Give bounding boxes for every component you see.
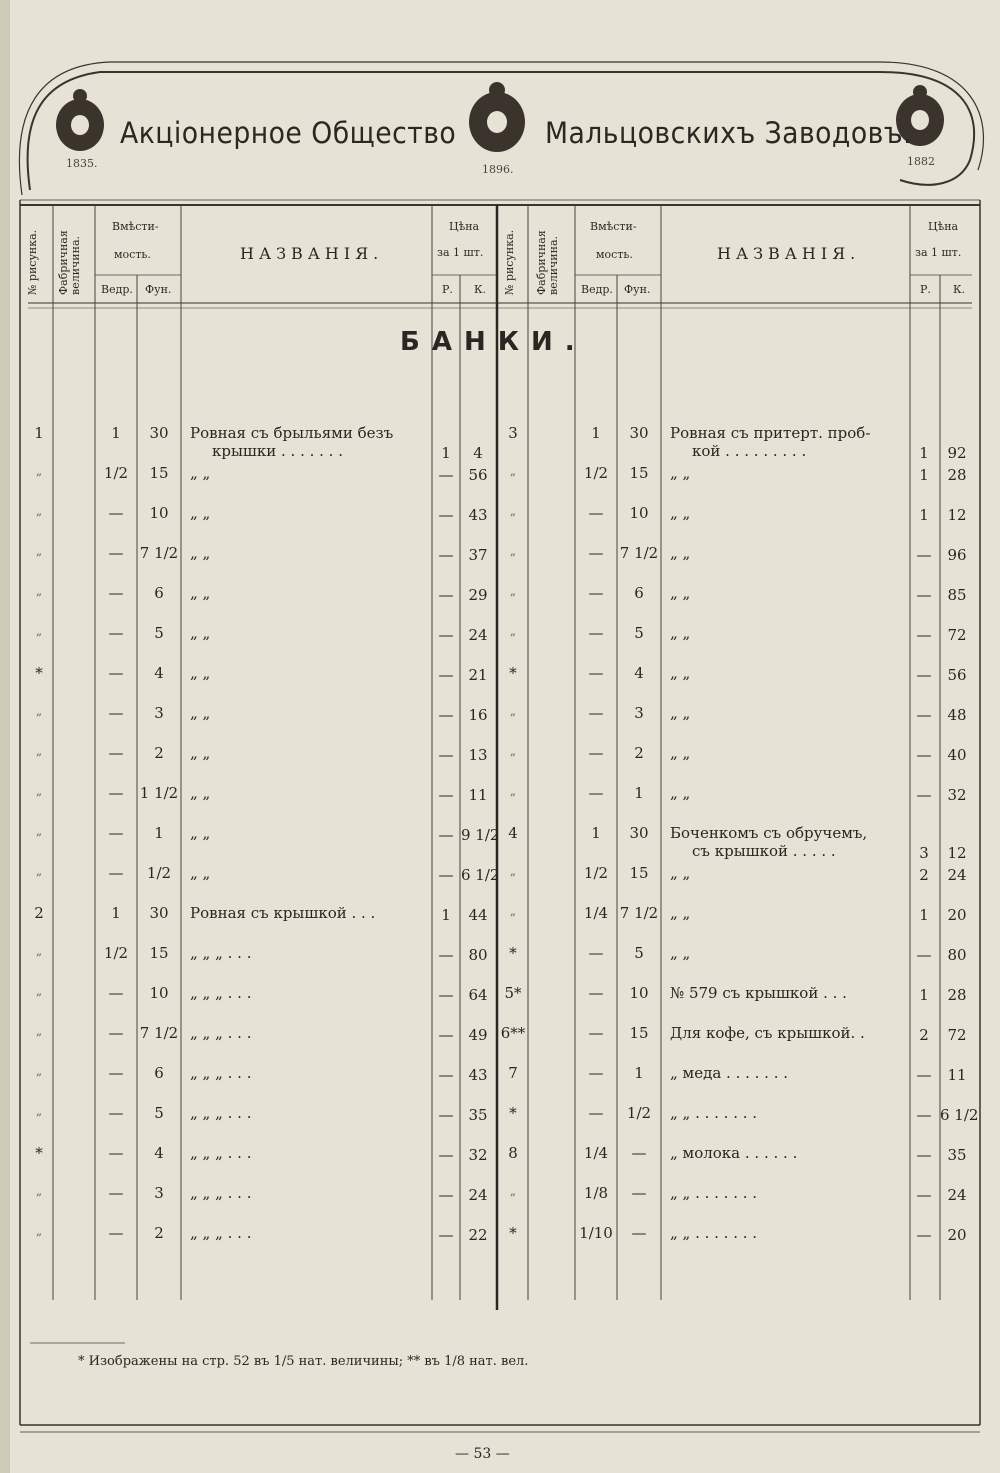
row-name: „ „ <box>670 504 691 522</box>
row-fig-no: 8 <box>508 1144 518 1162</box>
row-name: „ „ <box>190 824 211 842</box>
row-price-rub: — <box>438 986 454 1004</box>
row-bucket: 1/8 <box>583 1184 609 1202</box>
row-name: „ „ <box>670 904 691 922</box>
row-fig-no: „ <box>35 944 43 958</box>
row-price-rub: 1 <box>441 906 451 924</box>
row-name: „ „ . . . . . . . <box>670 1184 758 1202</box>
row-price-kop: 28 <box>947 466 967 484</box>
row-bucket: — <box>108 784 124 802</box>
row-bucket: 1 <box>591 424 601 442</box>
row-price-rub: 1 <box>919 906 929 924</box>
row-price-kop: 37 <box>468 546 488 564</box>
row-name: „ меда . . . . . . . <box>670 1064 789 1082</box>
col-capacity-2: мость. <box>114 248 151 261</box>
row-price-rub: — <box>438 666 454 684</box>
row-fig-no: * <box>35 664 43 682</box>
row-name: „ „ <box>190 704 211 722</box>
row-fig-no: „ <box>35 544 43 558</box>
col-capacity-right: Вмѣсти- <box>590 220 637 233</box>
row-pound: 1 1/2 <box>139 784 179 802</box>
row-fig-no: * <box>509 944 517 962</box>
row-price-rub: 1 <box>441 444 451 462</box>
page-number: — 53 — <box>455 1446 510 1462</box>
row-price-kop: 56 <box>468 466 488 484</box>
row-fig-no: „ <box>509 704 517 718</box>
row-price-kop: 64 <box>468 986 488 1004</box>
row-fig-no: 6** <box>500 1024 526 1042</box>
col-kop-right: К. <box>953 283 966 296</box>
row-fig-no: * <box>35 1144 43 1162</box>
row-bucket: — <box>108 584 124 602</box>
row-fig-no: „ <box>509 744 517 758</box>
row-pound: 30 <box>149 904 169 922</box>
row-pound: 1 <box>154 824 164 842</box>
row-price-kop: 16 <box>468 706 488 724</box>
row-name: „ „ <box>670 664 691 682</box>
company-title-right: Мальцовскихъ Заводовъ. <box>545 116 913 150</box>
row-price-rub: — <box>916 1106 932 1124</box>
row-fig-no: 5* <box>504 984 522 1002</box>
row-bucket: — <box>108 1024 124 1042</box>
year-center: 1896. <box>482 163 514 176</box>
row-pound: 4 <box>154 664 164 682</box>
row-fig-no: „ <box>35 584 43 598</box>
row-bucket: — <box>588 944 604 962</box>
row-price-kop: 12 <box>947 506 967 524</box>
row-price-kop: 22 <box>468 1226 488 1244</box>
row-name: „ „ . . . . . . . <box>670 1104 758 1122</box>
row-price-kop: 9 1/2 <box>461 826 500 844</box>
row-name: „ „ „ . . . <box>190 1064 252 1082</box>
row-price-kop: 96 <box>947 546 967 564</box>
row-name: „ „ „ . . . <box>190 984 252 1002</box>
row-fig-no: 2 <box>34 904 44 922</box>
row-pound: 7 1/2 <box>139 1024 179 1042</box>
row-fig-no: „ <box>509 544 517 558</box>
row-name: „ молока . . . . . . <box>670 1144 798 1162</box>
row-bucket: — <box>108 544 124 562</box>
row-price-kop: 72 <box>947 1026 967 1044</box>
row-price-rub: — <box>916 626 932 644</box>
row-name: „ „ „ . . . <box>190 944 252 962</box>
row-bucket: — <box>108 624 124 642</box>
row-fig-no: 4 <box>508 824 518 842</box>
row-name: „ „ „ . . . <box>190 1224 252 1242</box>
row-pound: 10 <box>149 984 169 1002</box>
row-bucket: — <box>108 1104 124 1122</box>
row-pound: 2 <box>634 744 644 762</box>
row-pound: 4 <box>634 664 644 682</box>
row-pound: 10 <box>629 504 649 522</box>
row-price-rub: — <box>438 466 454 484</box>
row-price-kop: 92 <box>947 444 967 462</box>
row-price-rub: — <box>438 1226 454 1244</box>
row-bucket: — <box>108 1184 124 1202</box>
row-fig-no: „ <box>35 504 43 518</box>
row-pound: 7 1/2 <box>139 544 179 562</box>
row-pound: 7 1/2 <box>619 544 659 562</box>
row-fig-no: „ <box>509 624 517 638</box>
row-pound: 15 <box>629 464 649 482</box>
col-price-2: за 1 шт. <box>437 246 484 259</box>
row-price-kop: 35 <box>947 1146 967 1164</box>
row-pound: 30 <box>629 824 649 842</box>
row-price-rub: 2 <box>919 866 929 884</box>
row-price-rub: 3 <box>919 844 929 862</box>
row-pound: 1 <box>634 784 644 802</box>
row-fig-no: 1 <box>34 424 44 442</box>
row-pound: 1/2 <box>626 1104 652 1122</box>
section-title: БАНКИ. <box>400 327 587 357</box>
row-fig-no: „ <box>509 904 517 918</box>
col-fig-no-right: № рисунка. <box>503 229 516 295</box>
row-pound: 10 <box>629 984 649 1002</box>
row-price-kop: 49 <box>468 1026 488 1044</box>
row-name: „ „ <box>670 704 691 722</box>
row-name-cont: кой . . . . . . . . . <box>692 442 807 460</box>
year-left: 1835. <box>66 157 98 170</box>
col-capacity: Вмѣсти- <box>112 220 159 233</box>
row-price-rub: — <box>916 1066 932 1084</box>
row-pound: 5 <box>154 1104 164 1122</box>
row-fig-no: „ <box>35 1104 43 1118</box>
row-name: „ „ <box>190 664 211 682</box>
row-bucket: — <box>588 744 604 762</box>
col-names: НАЗВАНIЯ. <box>240 244 384 263</box>
col-price-2-right: за 1 шт. <box>915 246 962 259</box>
footnote: * Изображены на стр. 52 въ 1/5 нат. величины; ** въ 1/8 нат. вел. <box>78 1354 529 1369</box>
row-pound: — <box>631 1144 647 1162</box>
row-price-kop: 56 <box>947 666 967 684</box>
row-bucket: — <box>588 784 604 802</box>
row-price-rub: — <box>438 866 454 884</box>
col-fig-no: № рисунка. <box>26 229 39 295</box>
row-price-rub: — <box>916 1226 932 1244</box>
row-bucket: — <box>588 1104 604 1122</box>
row-name: „ „ <box>190 584 211 602</box>
row-bucket: — <box>588 1064 604 1082</box>
row-bucket: — <box>588 664 604 682</box>
row-name: „ „ <box>190 784 211 802</box>
row-pound: 15 <box>149 464 169 482</box>
row-bucket: — <box>108 1064 124 1082</box>
row-price-rub: — <box>438 546 454 564</box>
row-fig-no: „ <box>509 1184 517 1198</box>
row-pound: 10 <box>149 504 169 522</box>
row-pound: — <box>631 1224 647 1242</box>
row-price-kop: 24 <box>947 1186 967 1204</box>
row-name: „ „ <box>670 744 691 762</box>
row-pound: 5 <box>634 624 644 642</box>
row-fig-no: „ <box>509 584 517 598</box>
row-pound: 4 <box>154 1144 164 1162</box>
row-price-rub: 1 <box>919 466 929 484</box>
row-bucket: — <box>588 1024 604 1042</box>
row-bucket: — <box>108 864 124 882</box>
row-pound: 2 <box>154 1224 164 1242</box>
company-title-left: Акцiонерное Общество <box>120 116 457 150</box>
row-price-kop: 20 <box>947 1226 967 1244</box>
row-price-rub: — <box>438 506 454 524</box>
row-bucket: — <box>588 624 604 642</box>
row-fig-no: „ <box>35 864 43 878</box>
row-pound: 1/2 <box>146 864 172 882</box>
row-bucket: — <box>588 584 604 602</box>
row-fig-no: „ <box>35 784 43 798</box>
row-pound: 6 <box>634 584 644 602</box>
row-fig-no: „ <box>35 464 43 478</box>
row-pound: 3 <box>634 704 644 722</box>
row-name: „ „ <box>190 864 211 882</box>
row-price-rub: — <box>438 1186 454 1204</box>
col-rub: Р. <box>442 283 453 296</box>
eagle-emblem-left <box>56 89 104 151</box>
row-name: „ „ <box>670 944 691 962</box>
row-name: Боченкомъ съ обручемъ, <box>670 824 868 842</box>
row-fig-no: „ <box>35 1184 43 1198</box>
row-bucket: 1/2 <box>583 464 609 482</box>
row-pound: 15 <box>629 1024 649 1042</box>
row-fig-no: 3 <box>508 424 518 442</box>
row-name: „ „ „ . . . <box>190 1184 252 1202</box>
row-price-kop: 43 <box>468 506 488 524</box>
row-pound: 6 <box>154 584 164 602</box>
row-price-kop: 13 <box>468 746 488 764</box>
row-price-kop: 11 <box>468 786 488 804</box>
row-bucket: — <box>108 1224 124 1242</box>
row-price-kop: 80 <box>468 946 488 964</box>
row-price-kop: 32 <box>947 786 967 804</box>
row-name: „ „ „ . . . <box>190 1144 252 1162</box>
row-fig-no: „ <box>35 704 43 718</box>
row-price-kop: 43 <box>468 1066 488 1084</box>
row-name: „ „ <box>190 504 211 522</box>
row-bucket: — <box>588 704 604 722</box>
row-price-rub: — <box>916 746 932 764</box>
row-pound: 3 <box>154 704 164 722</box>
row-bucket: — <box>108 744 124 762</box>
row-price-rub: — <box>916 666 932 684</box>
col-rub-right: Р. <box>920 283 931 296</box>
row-name: Ровная съ притерт. проб- <box>670 424 871 442</box>
row-fig-no: „ <box>509 864 517 878</box>
row-price-kop: 6 1/2 <box>461 866 500 884</box>
row-price-rub: — <box>438 1026 454 1044</box>
row-price-kop: 28 <box>947 986 967 1004</box>
row-fig-no: „ <box>509 784 517 798</box>
row-bucket: 1 <box>591 824 601 842</box>
row-bucket: 1/2 <box>103 464 129 482</box>
col-pound-right: Фун. <box>624 283 651 296</box>
row-bucket: — <box>108 984 124 1002</box>
row-fig-no: 7 <box>508 1064 518 1082</box>
row-price-rub: — <box>916 586 932 604</box>
row-price-kop: 29 <box>468 586 488 604</box>
col-kop: К. <box>474 283 487 296</box>
row-price-rub: — <box>916 706 932 724</box>
row-price-rub: — <box>916 1186 932 1204</box>
row-pound: 5 <box>634 944 644 962</box>
col-pound: Фун. <box>145 283 172 296</box>
row-name-cont: съ крышкой . . . . . <box>692 842 836 860</box>
row-bucket: — <box>588 984 604 1002</box>
row-price-rub: — <box>916 946 932 964</box>
row-fig-no: „ <box>35 1024 43 1038</box>
row-name-cont: крышки . . . . . . . <box>212 442 343 460</box>
row-bucket: — <box>108 504 124 522</box>
row-fig-no: „ <box>35 824 43 838</box>
row-name: Ровная съ брыльями безъ <box>190 424 394 442</box>
row-name: „ „ <box>670 544 691 562</box>
eagle-emblem-center <box>469 82 525 152</box>
row-bucket: 1/4 <box>583 904 609 922</box>
col-factory-size: Фабричная величина. <box>57 230 82 295</box>
row-bucket: 1 <box>111 424 121 442</box>
row-name: „ „ <box>670 464 691 482</box>
year-right: 1882 <box>907 155 935 168</box>
row-price-rub: — <box>438 826 454 844</box>
row-fig-no: * <box>509 1224 517 1242</box>
row-fig-no: * <box>509 664 517 682</box>
row-fig-no: „ <box>35 1224 43 1238</box>
row-name: „ „ <box>670 864 691 882</box>
row-bucket: 1/2 <box>103 944 129 962</box>
col-bucket-right: Ведр. <box>581 283 613 296</box>
row-price-rub: — <box>438 786 454 804</box>
row-fig-no: „ <box>35 984 43 998</box>
row-fig-no: „ <box>509 504 517 518</box>
row-price-kop: 80 <box>947 946 967 964</box>
row-name: „ „ <box>190 464 211 482</box>
row-name: „ „ <box>670 584 691 602</box>
row-price-kop: 20 <box>947 906 967 924</box>
row-pound: 15 <box>149 944 169 962</box>
row-price-rub: — <box>916 786 932 804</box>
row-fig-no: „ <box>35 744 43 758</box>
row-price-kop: 6 1/2 <box>940 1106 979 1124</box>
row-name: Для кофе, съ крышкой. . <box>670 1024 865 1042</box>
row-price-kop: 24 <box>468 626 488 644</box>
row-bucket: — <box>108 704 124 722</box>
col-price: Цѣна <box>449 220 480 233</box>
row-bucket: — <box>108 824 124 842</box>
row-bucket: — <box>588 544 604 562</box>
row-bucket: — <box>108 1144 124 1162</box>
row-price-kop: 12 <box>947 844 967 862</box>
col-price-right: Цѣна <box>928 220 959 233</box>
row-price-rub: 1 <box>919 506 929 524</box>
row-name: „ „ <box>190 744 211 762</box>
row-price-kop: 44 <box>468 906 488 924</box>
col-capacity-2-right: мость. <box>596 248 633 261</box>
row-fig-no: * <box>509 1104 517 1122</box>
row-bucket: 1/10 <box>579 1224 613 1242</box>
col-factory-size-right: Фабричная величина. <box>535 230 560 295</box>
row-pound: 15 <box>629 864 649 882</box>
row-price-rub: — <box>916 1146 932 1164</box>
row-price-kop: 32 <box>468 1146 488 1164</box>
row-price-kop: 24 <box>468 1186 488 1204</box>
row-price-kop: 21 <box>468 666 488 684</box>
row-name: № 579 съ крышкой . . . <box>670 984 847 1002</box>
row-pound: — <box>631 1184 647 1202</box>
row-pound: 1 <box>634 1064 644 1082</box>
row-name: „ „ „ . . . <box>190 1024 252 1042</box>
row-price-rub: — <box>438 1066 454 1084</box>
row-price-rub: — <box>438 586 454 604</box>
row-price-rub: — <box>916 546 932 564</box>
row-name: „ „ . . . . . . . <box>670 1224 758 1242</box>
row-price-kop: 4 <box>473 444 483 462</box>
row-name: „ „ <box>670 624 691 642</box>
row-name: „ „ „ . . . <box>190 1104 252 1122</box>
row-pound: 2 <box>154 744 164 762</box>
row-price-kop: 40 <box>947 746 967 764</box>
row-fig-no: „ <box>509 464 517 478</box>
row-price-rub: — <box>438 706 454 724</box>
row-pound: 6 <box>154 1064 164 1082</box>
row-price-rub: 1 <box>919 986 929 1004</box>
row-bucket: 1/4 <box>583 1144 609 1162</box>
row-pound: 5 <box>154 624 164 642</box>
row-price-kop: 35 <box>468 1106 488 1124</box>
row-price-rub: — <box>438 1106 454 1124</box>
row-bucket: — <box>108 664 124 682</box>
row-name: „ „ <box>670 784 691 802</box>
row-price-rub: — <box>438 626 454 644</box>
row-pound: 30 <box>629 424 649 442</box>
row-pound: 30 <box>149 424 169 442</box>
row-pound: 7 1/2 <box>619 904 659 922</box>
row-price-rub: — <box>438 746 454 764</box>
row-bucket: 1/2 <box>583 864 609 882</box>
row-bucket: — <box>588 504 604 522</box>
row-price-kop: 11 <box>947 1066 967 1084</box>
row-price-rub: — <box>438 946 454 964</box>
row-pound: 3 <box>154 1184 164 1202</box>
row-price-rub: 1 <box>919 444 929 462</box>
row-price-kop: 24 <box>947 866 967 884</box>
row-price-rub: — <box>438 1146 454 1164</box>
col-names-right: НАЗВАНIЯ. <box>717 244 861 263</box>
row-price-kop: 48 <box>947 706 967 724</box>
row-price-kop: 72 <box>947 626 967 644</box>
row-fig-no: „ <box>35 624 43 638</box>
col-bucket: Ведр. <box>101 283 133 296</box>
row-fig-no: „ <box>35 1064 43 1078</box>
row-name: Ровная съ крышкой . . . <box>190 904 376 922</box>
row-price-rub: 2 <box>919 1026 929 1044</box>
row-bucket: 1 <box>111 904 121 922</box>
row-name: „ „ <box>190 624 211 642</box>
row-price-kop: 85 <box>947 586 967 604</box>
row-name: „ „ <box>190 544 211 562</box>
